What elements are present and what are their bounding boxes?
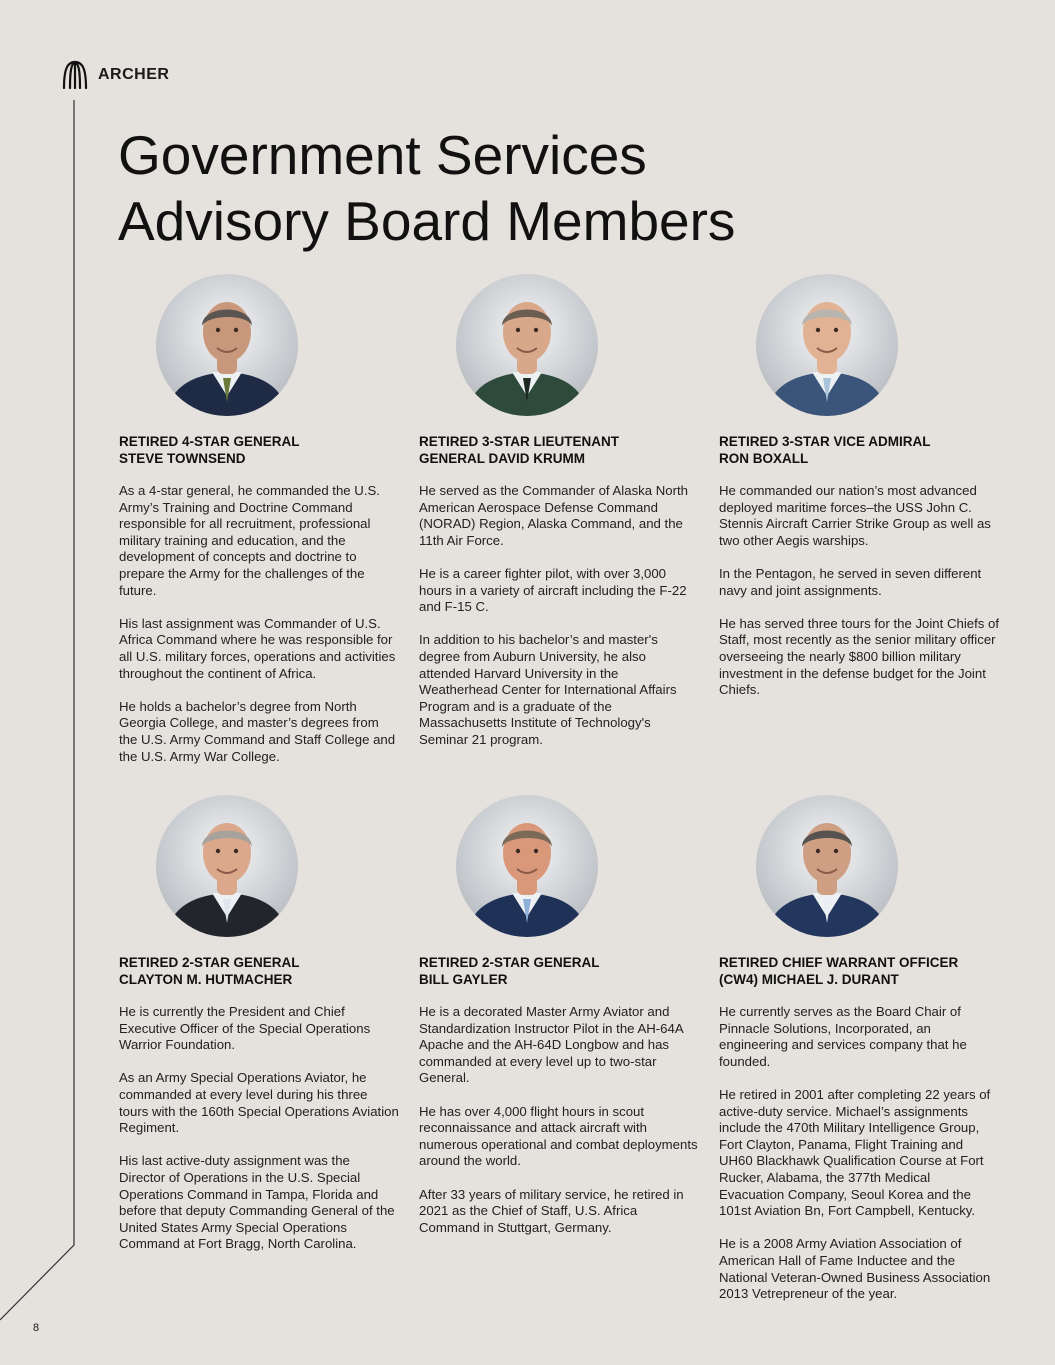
member-name [119,954,399,988]
member-fullname: CLAYTON M. HUTMACHER [119,972,293,987]
member-rank: RETIRED CHIEF WARRANT OFFICER [719,955,959,970]
bio-paragraph: He commanded our nation’s most advanced deployed maritime forces–the USS John C. Stennis Aircraft Carrier Strike Group as well as two other Aegis warships. [719,483,991,548]
bio-paragraph: He retired in 2001 after completing 22 years of active-duty service. Michael’s assignments include the 470th Military Intelligence Group, Fort Clayton, Panama, Flight Training and UH60 Blackhawk Qualification Course at Fort Rucker, Alabama, the 377th Medical Evacuation Company, Seoul Korea and the 101st Aviation Bn, Fort Campbell, Kentucky. [719,1086,991,1219]
portrait-illustration [156,274,298,416]
board-member-card [419,795,699,1253]
member-fullname: STEVE TOWNSEND [119,451,246,466]
member-portrait [456,795,598,937]
member-fullname: BILL GAYLER [419,972,508,987]
page-title-line-2: Advisory Board Members [118,190,736,252]
member-rank: RETIRED 4-STAR GENERAL [119,434,300,449]
bio-paragraph: His last assignment was Commander of U.S. Africa Command where he was responsible for all U.S. military forces, operations and activities throughout the continent of Africa. [119,615,396,681]
board-member-card [719,795,999,1319]
bio-paragraph: As a 4-star general, he commanded the U.S. Army’s Training and Doctrine Command responsible for all recruitment, professional military training and education, and the development of concepts and doctrine to prepare the Army for the challenges of the future. [119,483,380,598]
portrait-illustration [456,274,598,416]
member-bio [419,1004,699,1236]
board-member-card [119,274,399,782]
member-name [719,433,999,467]
member-rank: RETIRED 3-STAR VICE ADMIRAL [719,434,931,449]
archer-logo-text: ARCHER [98,66,170,83]
bio-paragraph: His last active-duty assignment was the Director of Operations in the U.S. Special Operations Command in Tampa, Florida and before that deputy Commanding General of the United States Army Special Operations Command at Fort Bragg, North Carolina. [119,1153,395,1252]
member-bio [719,1004,999,1303]
bio-paragraph: He holds a bachelor’s degree from North Georgia College, and master’s degrees from the U.S. Army Command and Staff College and the U.S. Army War College. [119,698,396,764]
member-portrait [156,274,298,416]
page-title [118,122,735,254]
member-portrait [456,274,598,416]
bio-paragraph: He is a 2008 Army Aviation Association of American Hall of Fame Inductee and the National Veteran-Owned Business Association 2013 Vetrepreneur of the year. [719,1236,991,1302]
bio-paragraph: He is a career fighter pilot, with over 3,000 hours in a variety of aircraft including the F-22 and F-15 C. [419,565,687,615]
member-bio [119,1004,399,1253]
portrait-illustration [156,795,298,937]
bio-paragraph: He served as the Commander of Alaska North American Aerospace Defense Command (NORAD) Region, Alaska Command, and the 11th Air Force. [419,483,689,548]
member-portrait [756,795,898,937]
page-title-line-1: Government Services [118,124,647,186]
portrait-illustration [456,795,598,937]
bio-paragraph: He currently serves as the Board Chair of Pinnacle Solutions, Incorporated, an engineering and services company that he founded. [719,1004,967,1069]
member-fullname: GENERAL DAVID KRUMM [419,451,586,466]
portrait-illustration [756,795,898,937]
member-fullname: (CW4) MICHAEL J. DURANT [719,972,899,987]
member-name [719,954,999,988]
archer-logo-icon [62,60,88,90]
member-fullname: RON BOXALL [719,451,809,466]
bio-paragraph: He is currently the President and Chief Executive Officer of the Special Operations Warrior Foundation. [119,1004,371,1053]
member-bio [119,483,399,765]
bio-paragraph: In the Pentagon, he served in seven different navy and joint assignments. [719,565,982,598]
member-rank: RETIRED 2-STAR GENERAL [419,955,600,970]
board-member-card [419,274,699,765]
portrait-illustration [756,274,898,416]
bio-paragraph: In addition to his bachelor’s and master's degree from Auburn University, he also attended Harvard University in the Weatherhead Center for International Affairs Program and is a graduate of the Massachusetts Institute of Technology's Seminar 21 program. [419,632,677,747]
member-bio [719,483,999,699]
archer-logo [62,60,169,90]
member-portrait [156,795,298,937]
member-name [419,433,699,467]
bio-paragraph: He has served three tours for the Joint Chiefs of Staff, most recently as the senior military officer overseeing the nearly $800 billion military investment in the defense budget for the Joint Chiefs. [719,615,1000,698]
member-rank: RETIRED 2-STAR GENERAL [119,955,300,970]
board-member-card [719,274,999,715]
board-member-card [119,795,399,1270]
member-bio [419,483,699,749]
bio-paragraph: As an Army Special Operations Aviator, he commanded at every level during his three tours with the 160th Special Operations Aviation Regiment. [119,1070,399,1136]
bio-paragraph: He is a decorated Master Army Aviator and Standardization Instructor Pilot in the AH-64A Apache and the AH-64D Longbow and has commanded at every level up to two-star General. [419,1004,683,1086]
member-name [119,433,399,467]
page-number: 8 [33,1322,40,1334]
bio-paragraph: He has over 4,000 flight hours in scout reconnaissance and attack aircraft with numerous operational and combat deployments around the world. [419,1103,698,1169]
member-name [419,954,699,988]
member-portrait [756,274,898,416]
member-rank: RETIRED 3-STAR LIEUTENANT [419,434,620,449]
bio-paragraph: After 33 years of military service, he retired in 2021 as the Chief of Staff, U.S. Africa Command in Stuttgart, Germany. [419,1186,684,1235]
